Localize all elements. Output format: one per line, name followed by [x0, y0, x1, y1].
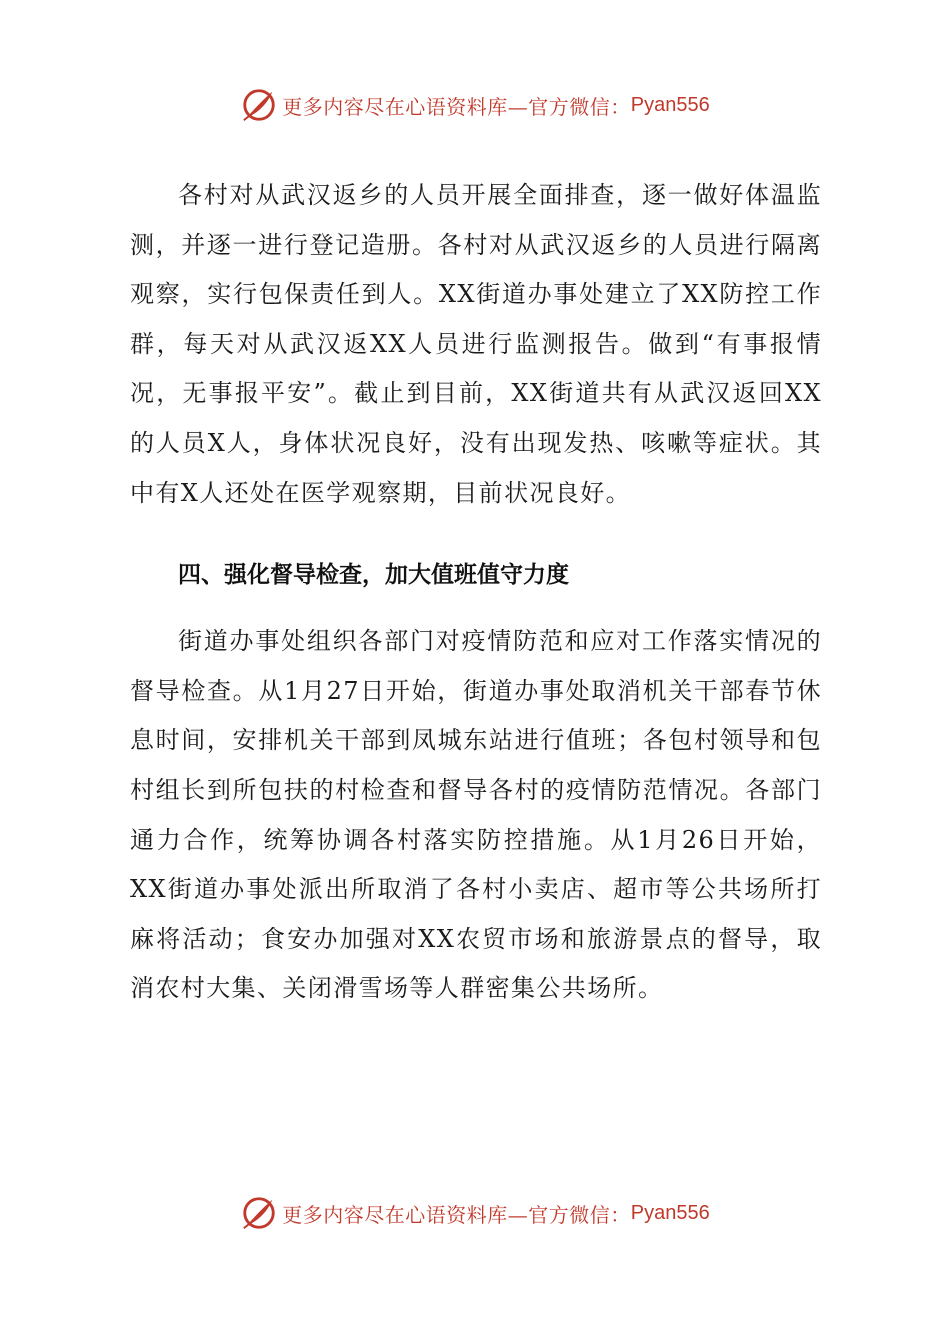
footer-wechat-id: Pyan556	[630, 1201, 710, 1224]
footer-ad-text: 更多内容尽在心语资料库—官方微信：	[282, 1202, 631, 1227]
header-banner	[0, 82, 950, 128]
feather-pen-icon	[240, 86, 278, 124]
feather-pen-icon	[240, 1194, 278, 1232]
header-wechat-id: Pyan556	[630, 93, 710, 116]
document-body	[130, 171, 822, 1014]
body-paragraph-2: 街道办事处组织各部门对疫情防范和应对工作落实情况的督导检查。从1月27日开始，街道办事处取消机关干部春节休息时间，安排机关干部到凤城东站进行值班；各包村领导和包村组长到所包扶的村检查和督导各村的疫情防范情况。各部门通力合作，统筹协调各村落实防控措施。从1月26日开始，XX街道办事处派出所取消了各村小卖店、超市等公共场所打麻将活动；食安办加强对XX农贸市场和旅游景点的督导，取消农村大集、关闭滑雪场等人群密集公共场所。	[130, 627, 822, 1003]
header-ad-text: 更多内容尽在心语资料库—官方微信：	[282, 94, 631, 119]
section-heading-4: 四、强化督导检查，加大值班值守力度	[178, 562, 569, 589]
body-paragraph-1: 各村对从武汉返乡的人员开展全面排查，逐一做好体温监测，并逐一进行登记造册。各村对从武汉返乡的人员进行隔离观察，实行包保责任到人。XX街道办事处建立了XX防控工作群，每天对从武汉返XX人员进行监测报告。做到“有事报情况，无事报平安”。截止到目前，XX街道共有从武汉返回XX的人员X人，身体状况良好，没有出现发热、咳嗽等症状。其中有X人还处在医学观察期，目前状况良好。	[130, 181, 822, 507]
footer-banner	[0, 1190, 950, 1236]
